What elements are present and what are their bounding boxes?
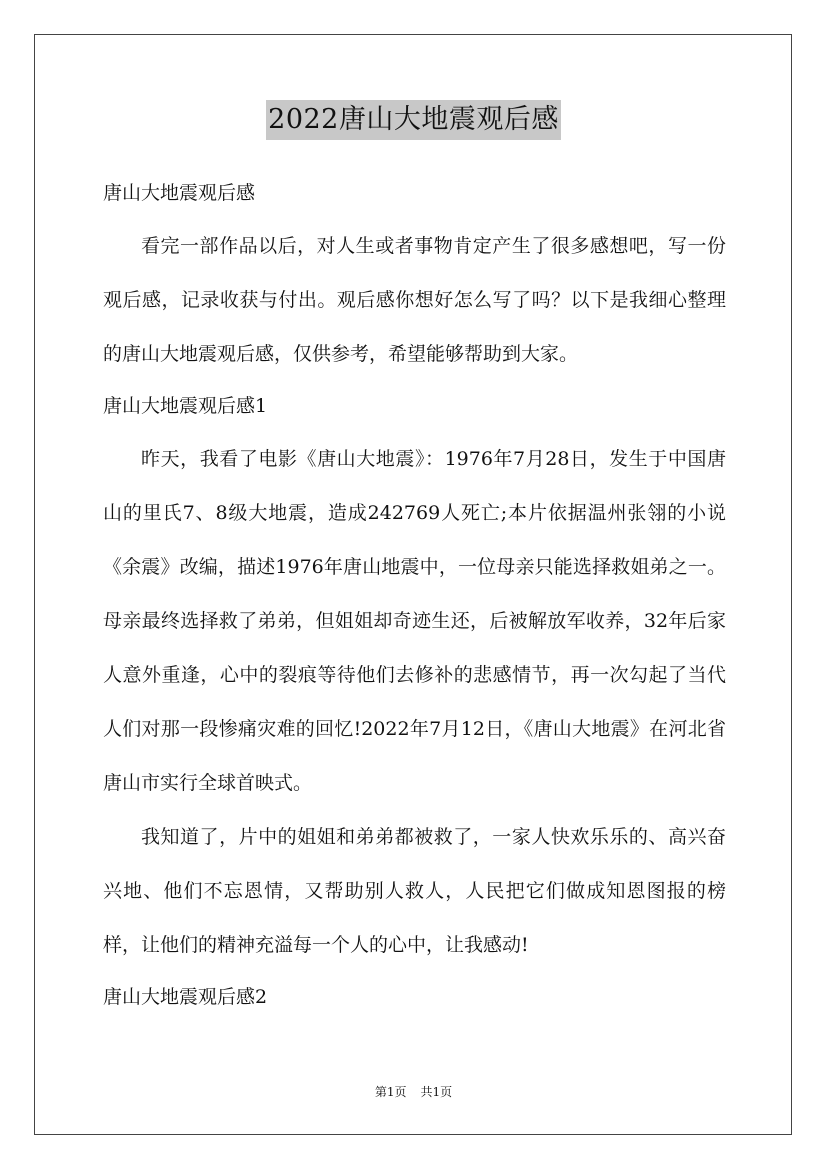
page-number-current: 第1页 (374, 1085, 407, 1099)
section1-paragraph2: 我知道了，片中的姐姐和弟弟都被救了，一家人快欢乐乐的、高兴奋兴地、他们不忘恩情，又帮助别人救人，人民把它们做成知恩图报的榜样，让他们的精神充溢每一个人的心中，让我感动! (103, 826, 726, 956)
intro-heading: 唐山大地震观后感 (103, 182, 256, 204)
intro-paragraph: 看完一部作品以后，对人生或者事物肯定产生了很多感想吧，写一份观后感，记录收获与付出。观后感你想好怎么写了吗？以下是我细心整理的唐山大地震观后感，仅供参考，希望能够帮助到大家。 (103, 235, 726, 365)
page-footer (0, 1083, 827, 1101)
section2-heading: 唐山大地震观后感2 (103, 986, 268, 1008)
section1-paragraph1: 昨天，我看了电影《唐山大地震》：1976年7月28日，发生于中国唐山的里氏7、8级大地震，造成242769人死亡;本片依据温州张翎的小说《余震》改编，描述1976年唐山地震中，一位母亲只能选择救姐弟之一。母亲最终选择救了弟弟，但姐姐却奇迹生还，后被解放军收养，32年后家人意外重逢，心中的裂痕等待他们去修补的悲感情节，再一次勾起了当代人们对那一段惨痛灾难的回忆!2022年7月12日，《唐山大地震》在河北省唐山市实行全球首映式。 (103, 448, 726, 794)
section1-heading: 唐山大地震观后感1 (103, 395, 268, 417)
document-title: 2022唐山大地震观后感 (266, 100, 561, 140)
document-body (103, 168, 726, 1023)
title-container (0, 100, 827, 140)
page-number-total: 共1页 (420, 1085, 453, 1099)
